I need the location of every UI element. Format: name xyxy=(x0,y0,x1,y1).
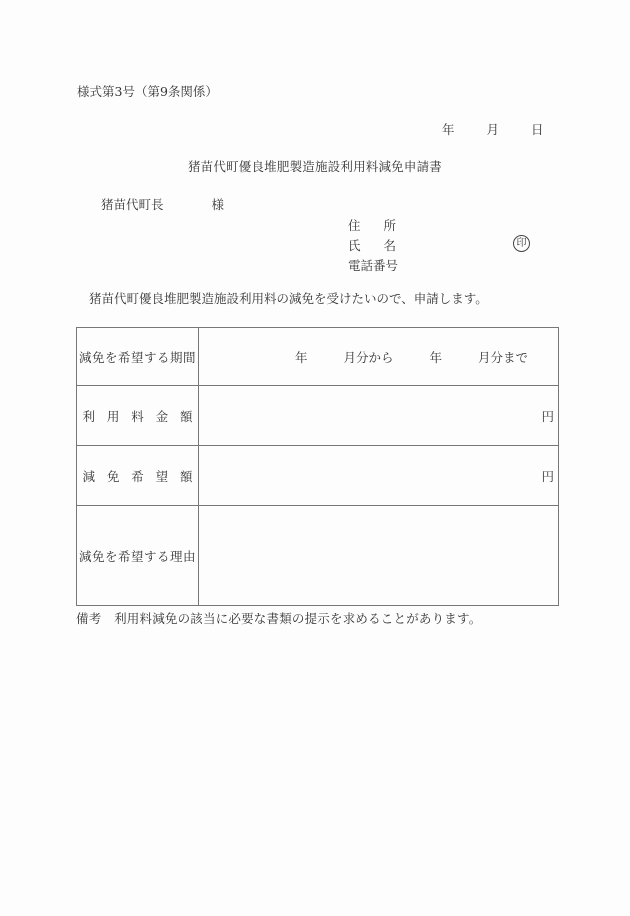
fee-amount-field[interactable] xyxy=(199,386,559,446)
address-label: 住 所 xyxy=(348,218,396,233)
period-field[interactable] xyxy=(199,328,559,386)
form-number: 様式第3号（第9条関係） xyxy=(77,84,218,99)
phone-label: 電話番号 xyxy=(348,258,399,273)
reduction-amount-label: 減免希望額 xyxy=(82,468,193,484)
date-field xyxy=(442,124,543,137)
period-to-year: 年 xyxy=(429,349,442,365)
addressee-honorific: 様 xyxy=(211,197,225,212)
period-label: 減免を希望する期間 xyxy=(77,328,199,386)
reason-field[interactable] xyxy=(199,506,559,606)
addressee-name: 猪苗代町長 xyxy=(101,197,164,212)
fee-yen-unit: 円 xyxy=(541,408,554,424)
date-day-label: 日 xyxy=(530,122,544,137)
period-to-month: 月分まで xyxy=(477,349,528,365)
reason-label: 減免を希望する理由 xyxy=(77,506,199,606)
application-statement: 猪苗代町優良堆肥製造施設利用料の減免を受けたいので、申請します。 xyxy=(89,291,488,306)
reduction-label-cell xyxy=(77,446,199,506)
fee-label-cell xyxy=(77,386,199,446)
period-from-month: 月分から xyxy=(343,349,394,365)
fee-label: 利用料金額 xyxy=(82,408,193,424)
table-row-reduction-amount xyxy=(77,446,559,506)
document-title: 猪苗代町優良堆肥製造施設利用料減免申請書 xyxy=(187,159,442,174)
seal-icon: 印 xyxy=(513,235,530,252)
applicant-block xyxy=(348,218,398,278)
reduction-amount-field[interactable] xyxy=(199,446,559,506)
date-month-label: 月 xyxy=(486,122,499,137)
phone-line xyxy=(348,258,398,278)
address-line xyxy=(348,218,398,238)
reduction-yen-unit: 円 xyxy=(541,468,554,484)
remarks-note: 備考 利用料減免の該当に必要な書類の提示を求めることがあります。 xyxy=(76,611,482,626)
table-row-period xyxy=(77,328,559,386)
name-label: 氏 名 xyxy=(348,238,396,253)
name-line xyxy=(348,238,398,258)
period-from-year: 年 xyxy=(295,349,308,365)
date-year-label: 年 xyxy=(442,122,455,137)
table-row-fee xyxy=(77,386,559,446)
addressee xyxy=(101,199,224,212)
table-row-reason xyxy=(77,506,559,606)
application-table xyxy=(76,327,559,606)
